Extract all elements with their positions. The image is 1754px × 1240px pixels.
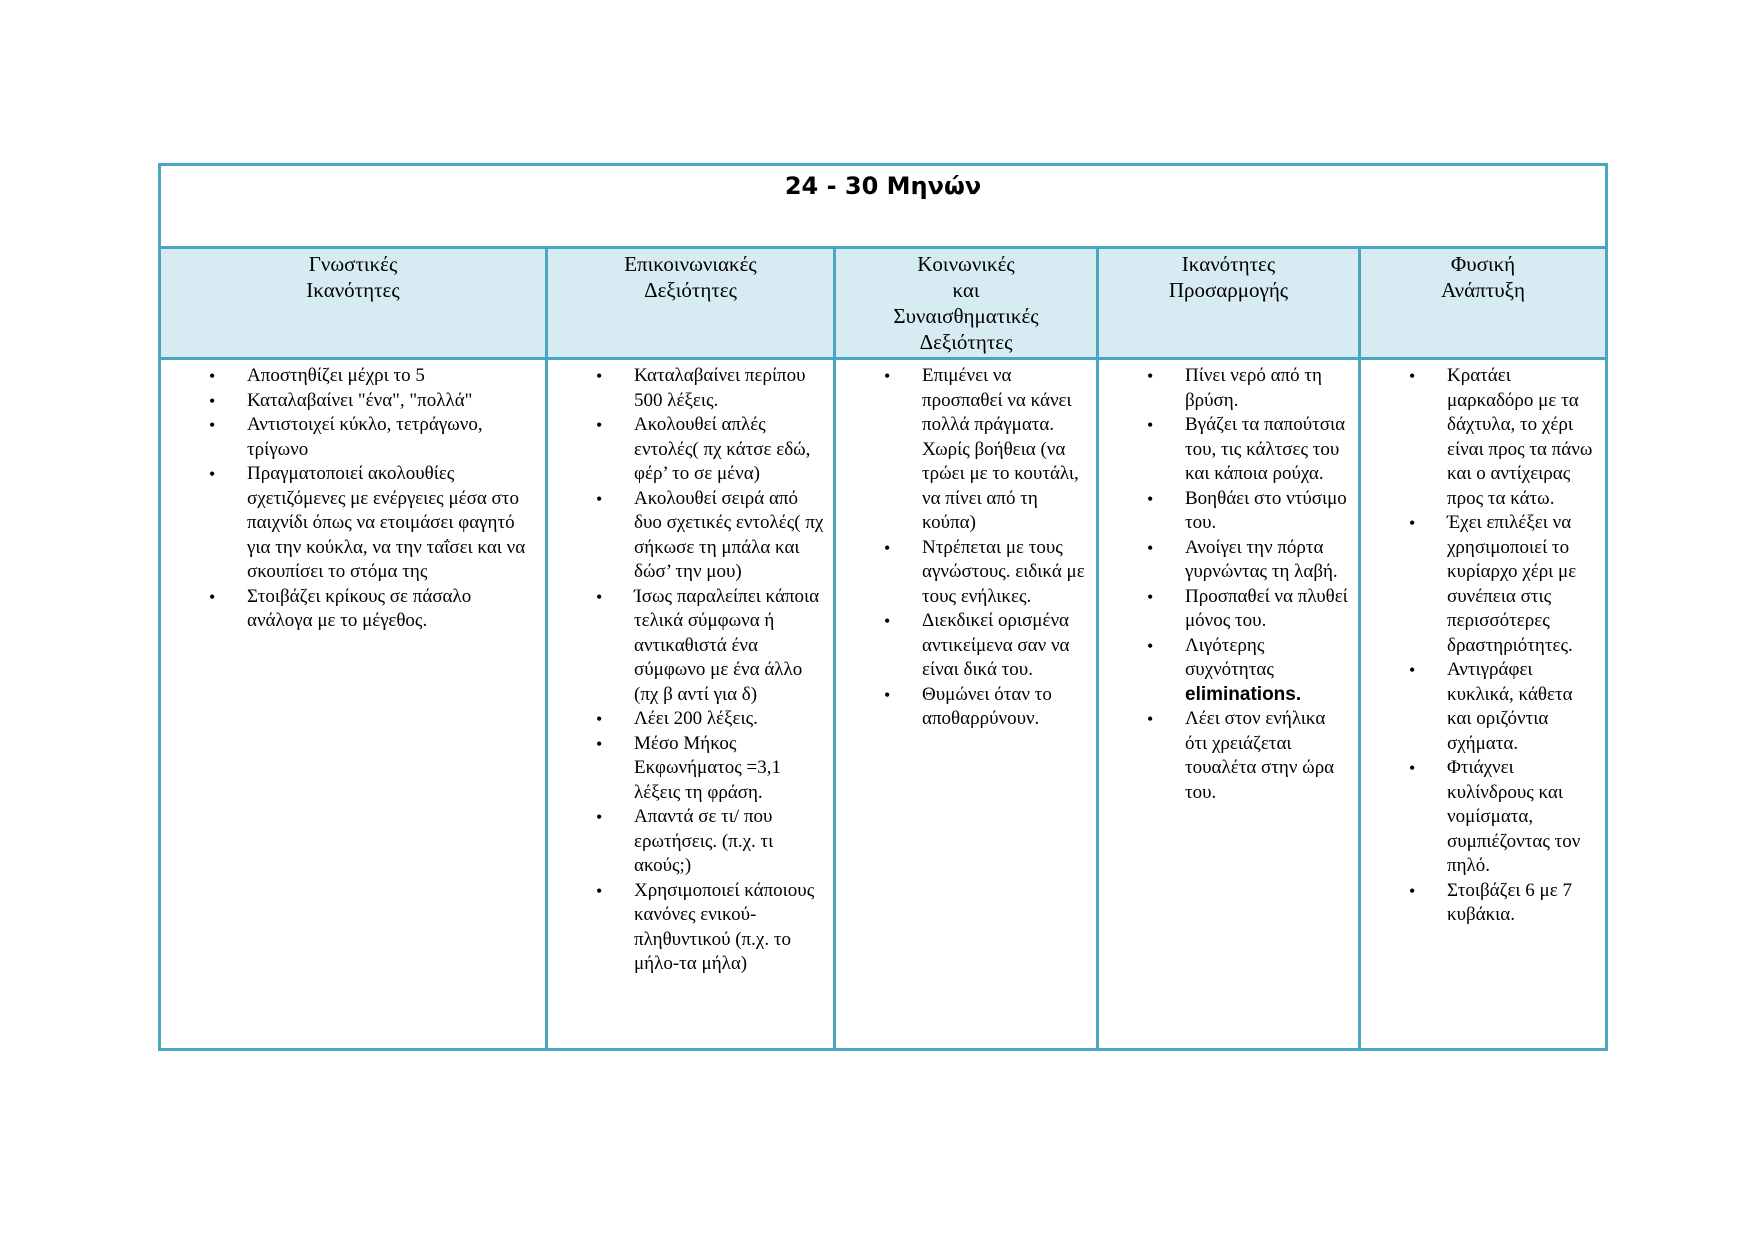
list-item-frequency (1185, 634, 1352, 708)
social-emotional-cell (835, 359, 1098, 1050)
header-line: Συναισθηματικές (893, 304, 1039, 328)
list-item: • Βγάζει τα παπούτσια του, τις κάλτσες του και κάποια ρούχα. (1185, 413, 1352, 487)
bullet-list (161, 364, 545, 634)
communication-cell (547, 359, 835, 1050)
list-item: • Έχει επιλέξει να χρησιμοποιεί το κυρίαρχο χέρι με συνέπεια στις περισσότερες δραστηριότητες. (1447, 511, 1595, 658)
list-item: • Προσπαθεί να πλυθεί μόνος του. (1185, 585, 1352, 634)
bullet-list (836, 364, 1096, 732)
header-line: Γνωστικές (308, 252, 398, 276)
list-item: • Στοιβάζει 6 με 7 κυβάκια. (1447, 879, 1595, 928)
header-line: Κοινωνικές (917, 252, 1015, 276)
list-item: • Επιμένει να προσπαθεί να κάνει πολλά πράγματα. Χωρίς βοήθεια (να τρώει με το κουτάλι, να πίνει από τη κούπα) (922, 364, 1088, 536)
list-item: • Φτιάχνει κυλίνδρους και νομίσματα, συμπιέζοντας τον πηλό. (1447, 756, 1595, 879)
header-physical (1360, 248, 1607, 359)
header-row (160, 248, 1607, 359)
list-item: • Καταλαβαίνει "ένα", "πολλά" (247, 389, 531, 414)
title-row (160, 165, 1607, 248)
list-item: • Αντιγράφει κυκλικά, κάθετα και οριζόντια σχήματα. (1447, 658, 1595, 756)
cognitive-cell (160, 359, 547, 1050)
list-item: • Διεκδικεί ορισμένα αντικείμενα σαν να είναι δικά του. (922, 609, 1088, 683)
list-item: • Πραγματοποιεί ακολουθίες σχετιζόμενες με ενέργειες μέσα στο παιχνίδι όπως να ετοιμάσει φαγητό για την κούκλα, να την ταΐσει και να σκουπίσει το στόμα της (247, 462, 531, 585)
list-item: • Θυμώνει όταν το αποθαρρύνουν. (922, 683, 1088, 732)
bullet-list (1099, 364, 1358, 805)
header-line: Ανάπτυξη (1441, 278, 1525, 302)
header-line: Φυσική (1450, 252, 1516, 276)
physical-cell (1360, 359, 1607, 1050)
header-line: Προσαρμογής (1168, 278, 1289, 302)
list-item: • Ακολουθεί απλές εντολές( πχ κάτσε εδώ, φέρ’ το σε μένα) (634, 413, 827, 487)
list-item: • Μέσο Μήκος Εκφωνήματος =3,1 λέξεις τη φράση. (634, 732, 827, 806)
bullet-list (1361, 364, 1605, 928)
list-item: • Καταλαβαίνει περίπου 500 λέξεις. (634, 364, 827, 413)
header-line: και (952, 278, 980, 302)
list-item: • Αντιστοιχεί κύκλο, τετράγωνο, τρίγωνο (247, 413, 531, 462)
eliminations-text: eliminations. (1185, 683, 1302, 705)
list-item: • Λέει στον ενήλικα ότι χρειάζεται τουαλέτα στην ώρα του. (1185, 707, 1352, 805)
list-item: • Χρησιμοποιεί κάποιους κανόνες ενικού- πληθυντικού (π.χ. το μήλο-τα μήλα) (634, 879, 827, 977)
list-item: • Αποστηθίζει μέχρι το 5 (247, 364, 531, 389)
header-cognitive (160, 248, 547, 359)
header-social-emotional (835, 248, 1098, 359)
list-item: • Ανοίγει την πόρτα γυρνώντας τη λαβή. (1185, 536, 1352, 585)
header-line: Ικανότητες (306, 278, 400, 302)
header-communication (547, 248, 835, 359)
list-item: • Κρατάει μαρκαδόρο με τα δάχτυλα, το χέρι είναι προς τα πάνω και ο αντίχειρας προς τα κάτω. (1447, 364, 1595, 511)
list-item: • Πίνει νερό από τη βρύση. (1185, 364, 1352, 413)
list-item: • Ακολουθεί σειρά από δυο σχετικές εντολές( πχ σήκωσε τη μπάλα και δώσ’ την μου) (634, 487, 827, 585)
list-item: • Ντρέπεται με τους αγνώστους. ειδικά με τους ενήλικες. (922, 536, 1088, 610)
list-item: • Βοηθάει στο ντύσιμο του. (1185, 487, 1352, 536)
bullet-list (548, 364, 833, 977)
header-adaptive (1098, 248, 1360, 359)
list-item: • Στοιβάζει κρίκους σε πάσαλο ανάλογα με το μέγεθος. (247, 585, 531, 634)
content-row (160, 359, 1607, 1050)
adaptive-cell (1098, 359, 1360, 1050)
table-title: 24 - 30 Μηνών (160, 165, 1607, 248)
list-item: • Λέει 200 λέξεις. (634, 707, 827, 732)
list-item: • Απαντά σε τι/ που ερωτήσεις. (π.χ. τι ακούς;) (634, 805, 827, 879)
list-item: • Ίσως παραλείπει κάποια τελικά σύμφωνα ή αντικαθιστά ένα σύμφωνο με ένα άλλο (πχ β αντί για δ) (634, 585, 827, 708)
header-line: Δεξιότητες (919, 330, 1013, 354)
development-table (158, 163, 1608, 1051)
header-line: Δεξιότητες (644, 278, 737, 302)
header-line: Ικανότητες (1181, 252, 1276, 276)
header-line: Επικοινωνιακές (624, 252, 757, 276)
frequency-text: Λιγότερης συχνότητας (1185, 634, 1274, 680)
